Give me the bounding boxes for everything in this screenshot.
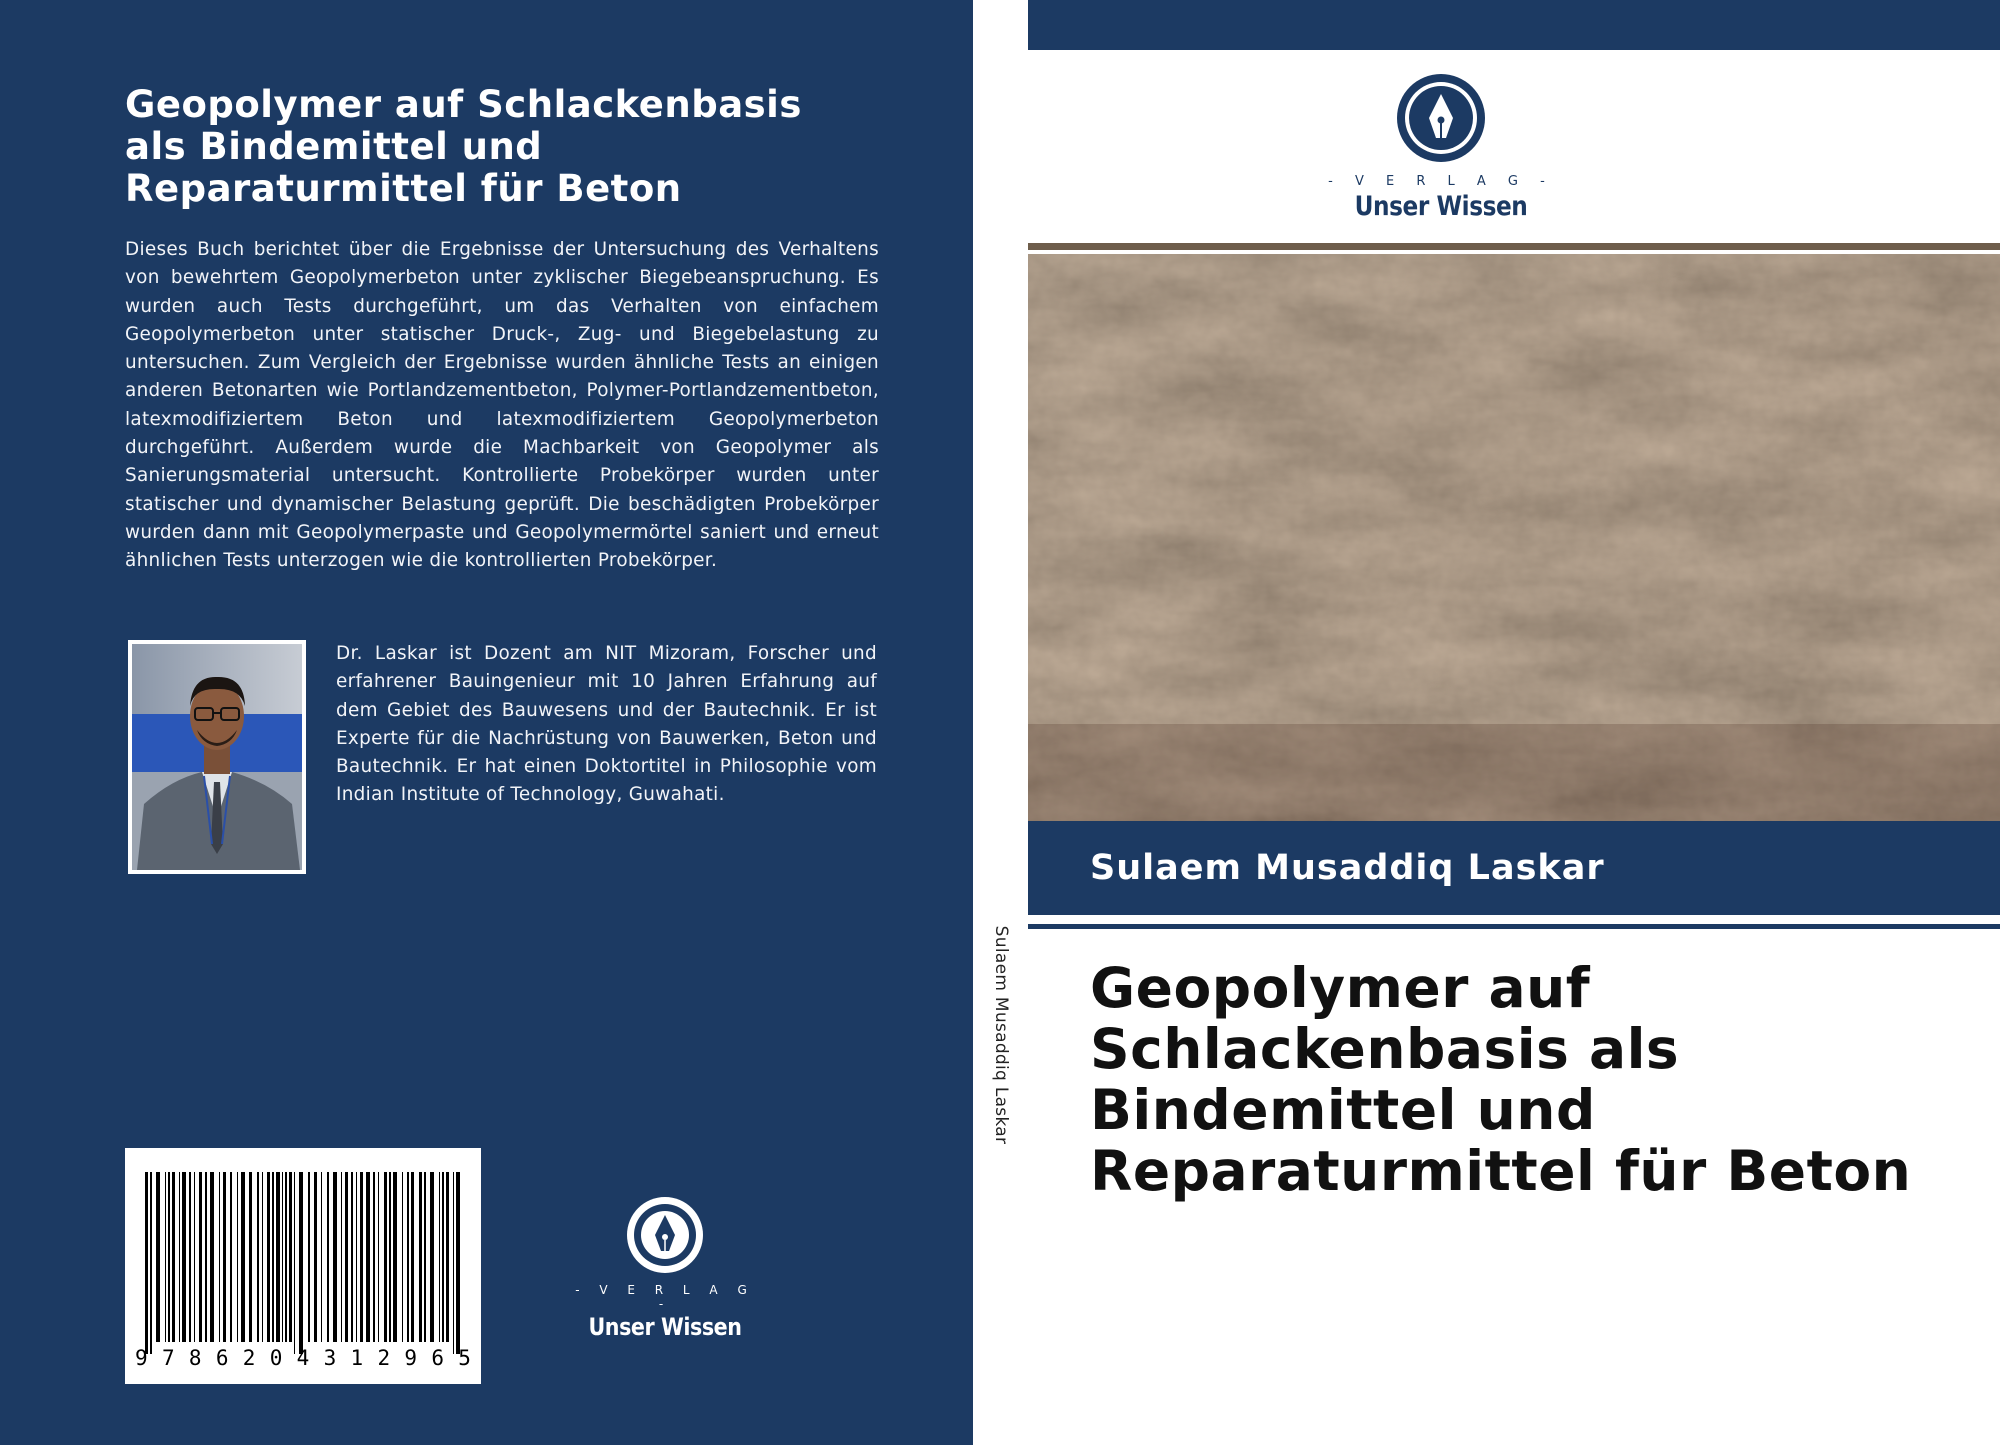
barcode-bar [345,1172,348,1342]
barcode-bar [294,1172,295,1354]
barcode-bar [442,1172,444,1342]
front-title-line: Reparaturmittel für Beton [1090,1139,1912,1203]
barcode-bar [327,1172,329,1342]
image-top-rule [1028,243,2000,250]
barcode-bar [205,1172,207,1342]
barcode-bar [179,1172,180,1342]
barcode-bar [424,1172,426,1342]
barcode-bar [419,1172,422,1342]
barcode-bar [267,1172,270,1342]
barcode-bar [351,1172,353,1342]
barcode-bar [168,1172,170,1342]
author-rule [1028,924,2000,929]
publisher-verlag-label: - V E R L A G - [575,1283,755,1311]
barcode-bar [249,1172,252,1342]
barcode-digit: 7 [161,1346,175,1370]
barcode-digit: 4 [296,1346,310,1370]
barcode-digit: 2 [377,1346,391,1370]
barcode-bar [241,1172,245,1342]
barcode-digit: 1 [350,1346,364,1370]
barcode-bar [389,1172,391,1342]
barcode-bar [333,1172,337,1342]
barcode-bar [289,1172,292,1342]
barcode-bar [210,1172,214,1342]
stone-texture-image [1028,254,2000,821]
back-title-line: Geopolymer auf Schlackenbasis [125,83,802,126]
barcode-bar [182,1172,186,1342]
barcode-bar [360,1172,363,1342]
publisher-verlag-label: - V E R L A G - [1328,174,1554,189]
barcode-bar [411,1172,414,1342]
barcode-bar [230,1172,232,1342]
barcode-bar [366,1172,370,1342]
publisher-seal-icon [625,1195,705,1275]
barcode-bar [356,1172,357,1342]
front-cover [1028,0,2000,1445]
barcode-bar [189,1172,191,1342]
back-title-line: als Bindemittel und [125,125,543,168]
barcode-bar [282,1172,283,1342]
back-cover [0,0,973,1445]
barcode-bar [430,1172,434,1342]
barcode-bar [373,1172,375,1342]
front-title-line: Schlackenbasis als [1090,1017,1680,1081]
barcode-bar [165,1172,166,1342]
author-portrait-image [132,644,302,870]
barcode-bar [199,1172,202,1342]
spine [973,0,1028,1445]
author-biography: Dr. Laskar ist Dozent am NIT Mizoram, Forscher und erfahrener Bauingenieur mit 10 Jahren Erfahrung auf dem Gebiet des Bauwesens und der Bautechnik. Er ist Experte für die Nachrüstung von Bauwerken, Beton und Bautechnik. Er hat einen Doktortitel in Philosophie vom Indian Institute of Technology, Guwahati. [336,643,877,806]
barcode-digits [135,1346,471,1374]
barcode-bar [194,1172,195,1342]
barcode-digit: 8 [188,1346,202,1370]
barcode-digit: 2 [242,1346,256,1370]
barcode-bar [407,1172,409,1342]
barcode-digit: 5 [458,1346,471,1370]
barcode-bar [308,1172,310,1342]
author-band [1028,821,2000,915]
barcode-bar [341,1172,342,1342]
front-title-line: Bindemittel und [1090,1078,1596,1142]
marble-surface-image [1028,254,2000,821]
back-cover-title [125,84,885,210]
barcode-bar [257,1172,259,1342]
front-title-line: Geopolymer auf [1090,956,1591,1020]
front-cover-title [1090,958,1990,1202]
publisher-name: Unser Wissen [588,1313,742,1341]
barcode-bar [393,1172,397,1342]
barcode-bar [276,1172,280,1342]
barcode-digit: 3 [323,1346,337,1370]
barcode-bar [219,1172,220,1342]
top-color-band [1028,0,2000,50]
barcode-digit: 9 [404,1346,418,1370]
back-publisher-logo [575,1195,755,1341]
barcode-bar [223,1172,226,1342]
barcode-digit: 9 [135,1346,148,1370]
barcode-bar [150,1172,152,1354]
barcode-bar [439,1172,440,1342]
barcode-bar [237,1172,238,1342]
barcode-bar [285,1172,287,1342]
barcode-digit: 0 [269,1346,283,1370]
barcode-bar [262,1172,263,1342]
barcode-bar [156,1172,160,1342]
front-publisher-logo [1318,72,1564,222]
barcode-bar [321,1172,322,1342]
barcode-bar [145,1172,148,1354]
barcode-bar [456,1172,460,1354]
barcode-bar [172,1172,175,1342]
barcode-bar [446,1172,449,1342]
isbn-barcode [125,1148,481,1384]
back-title-line: Reparaturmittel für Beton [125,167,682,210]
barcode-bar [272,1172,274,1342]
publisher-name: Unser Wissen [1354,191,1528,222]
barcode-bar [384,1172,387,1342]
barcode-bar [378,1172,379,1342]
barcode-bar [402,1172,403,1342]
author-photo [128,640,306,874]
barcode-bar [314,1172,317,1342]
barcode-digit: 6 [215,1346,229,1370]
spine-author: Sulaem Musaddiq Laskar [991,925,1011,1145]
fountain-pen-nib-icon [1395,72,1487,164]
barcode-digit: 6 [431,1346,444,1370]
barcode-bar [299,1172,303,1354]
book-description: Dieses Buch berichtet über die Ergebnisse der Untersuchung des Verhaltens von bewehrtem Geopolymerbeton unter zyklischer Biegebeanspruchung. Es wurden auch Tests durchgeführt, um das Verhalten von einfachem Geopolymerbeton unter statischer Druck-, Zug- und Biegebelastung zu untersuchen. Zum Vergleich der Ergebnisse wurden ähnliche Tests an einigen anderen Betonarten wie Portlandzementbeton, Polymer-Portlandzementbeton, latexmodifiziertem Beton und latexmodifiziertem Geopolymerbeton durchgeführt. Außerdem wurde die Machbarkeit von Geopolymer als Sanierungsmaterial untersucht. Kontrollierte Probekörper wurden unter statischer und dynamischer Belastung geprüft. Die beschädigten Probekörper wurden dann mit Geopolymerpaste und Geopolymermörtel saniert und erneut ähnlichen Tests unterzogen wie die kontrollierten Probekörper. [125,239,879,572]
front-author-name: Sulaem Musaddiq Laskar [1090,848,1605,888]
barcode-bar [453,1172,454,1354]
